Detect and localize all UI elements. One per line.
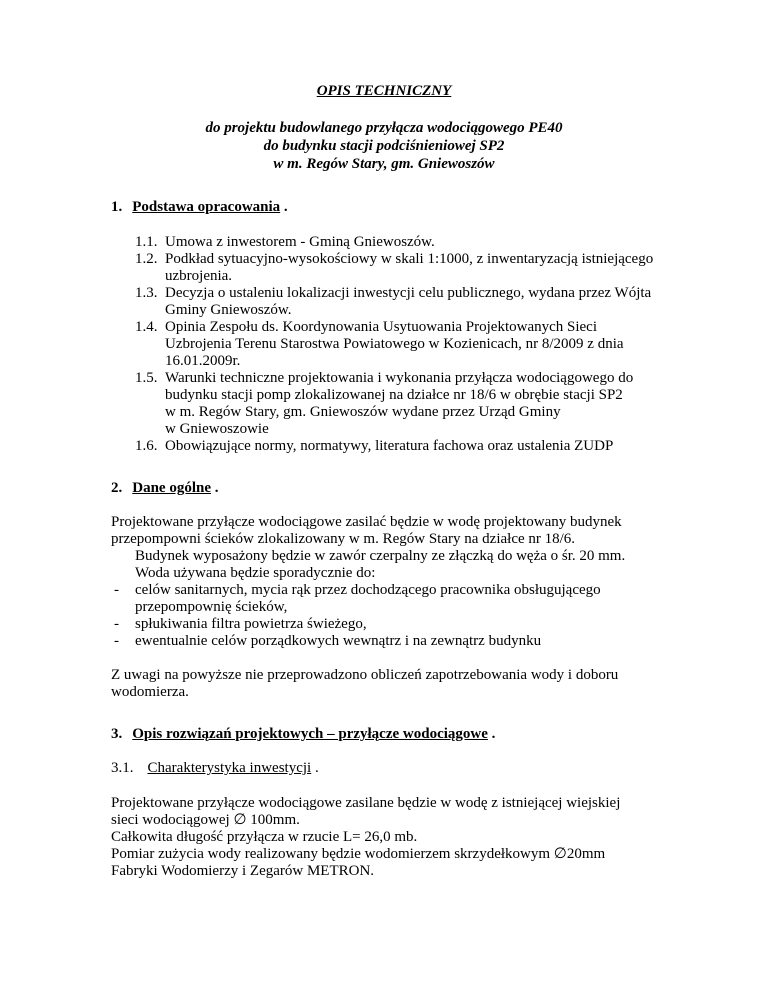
list-item-1-2-line: uzbrojenia. — [165, 268, 233, 284]
subtitle-line-3: w m. Regów Stary, gm. Gniewoszów — [273, 156, 495, 172]
list-item-1-3-num: 1.3. — [135, 285, 158, 301]
paragraph-line: sieci wodociągowej ∅ 100mm. — [111, 812, 300, 828]
bullet-dash: - — [114, 633, 119, 649]
subsection-3-1-number: 3.1. — [111, 760, 134, 776]
subtitle-line-1: do projektu budowlanego przyłącza wodociągowego PE40 — [205, 120, 563, 136]
list-item-1-4-num: 1.4. — [135, 319, 158, 335]
section-3-heading: 3. Opis rozwiązań projektowych – przyłącze wodociągowe . — [111, 726, 496, 742]
paragraph-line: Budynek wyposażony będzie w zawór czerpalny ze złączką do węża o śr. 20 mm. — [135, 548, 626, 564]
list-item-1-5-num: 1.5. — [135, 370, 158, 386]
section-3-title: Opis rozwiązań projektowych – przyłącze wodociągowe — [132, 726, 488, 742]
section-2-title: Dane ogólne — [132, 480, 211, 496]
paragraph-line: Całkowita długość przyłącza w rzucie L= 26,0 mb. — [111, 829, 418, 845]
section-2-heading: 2. Dane ogólne . — [111, 480, 219, 496]
list-item-1-3-line: Gminy Gniewoszów. — [165, 302, 292, 318]
list-item-1-6-num: 1.6. — [135, 438, 158, 454]
bullet-line: przepompownię ścieków, — [135, 599, 288, 615]
section-1-heading: 1. Podstawa opracowania . — [111, 199, 288, 215]
paragraph-line: wodomierza. — [111, 684, 189, 700]
section-3-number: 3. — [111, 726, 123, 742]
paragraph-line: Projektowane przyłącze wodociągowe zasilać będzie w wodę projektowany budynek — [111, 514, 622, 530]
subsection-3-1-heading: 3.1. Charakterystyka inwestycji . — [111, 760, 319, 776]
list-item-1-4-line: Opinia Zespołu ds. Koordynowania Usytuowania Projektowanych Sieci — [165, 319, 598, 335]
bullet-dash: - — [114, 616, 119, 632]
list-item-1-2-line: Podkład sytuacyjno-wysokościowy w skali 1:1000, z inwentaryzacją istniejącego — [165, 251, 654, 267]
paragraph-line: Projektowane przyłącze wodociągowe zasilane będzie w wodę z istniejącej wiejskiej — [111, 795, 621, 811]
bullet-line: celów sanitarnych, mycia rąk przez dochodzącego pracownika obsługującego — [135, 582, 601, 598]
list-item-1-5-line: w m. Regów Stary, gm. Gniewoszów wydane przez Urząd Gminy — [165, 404, 561, 420]
paragraph-line: Fabryki Wodomierzy i Zegarów METRON. — [111, 863, 375, 879]
list-item-1-1-num: 1.1. — [135, 234, 158, 250]
subsection-3-1-title: Charakterystyka inwestycji — [147, 760, 312, 776]
bullet-line: spłukiwania filtra powietrza świeżego, — [135, 616, 367, 632]
list-item-1-3-line: Decyzja o ustaleniu lokalizacji inwestycji celu publicznego, wydana przez Wójta — [165, 285, 652, 301]
bullet-line: ewentualnie celów porządkowych wewnątrz i na zewnątrz budynku — [135, 633, 542, 649]
list-item-1-1-line: Umowa z inwestorem - Gminą Gniewoszów. — [165, 234, 435, 250]
paragraph-line: Pomiar zużycia wody realizowany będzie wodomierzem skrzydełkowym ∅20mm — [111, 846, 606, 862]
section-1-title: Podstawa opracowania — [132, 199, 281, 215]
document-title: OPIS TECHNICZNY — [316, 83, 452, 99]
paragraph-line: Z uwagi na powyższe nie przeprowadzono obliczeń zapotrzebowania wody i doboru — [111, 667, 619, 683]
list-item-1-5-line: Warunki techniczne projektowania i wykonania przyłącza wodociągowego do — [165, 370, 634, 386]
bullet-dash: - — [114, 582, 119, 598]
paragraph-line: przepompowni ścieków zlokalizowany w m. Regów Stary na działce nr 18/6. — [111, 531, 576, 547]
section-2-number: 2. — [111, 480, 123, 496]
paragraph-line: Woda używana będzie sporadycznie do: — [135, 565, 376, 581]
list-item-1-4-line: Uzbrojenia Terenu Starostwa Powiatowego w Kozienicach, nr 8/2009 z dnia — [165, 336, 624, 352]
list-item-1-6-line: Obowiązujące normy, normatywy, literatura fachowa oraz ustalenia ZUDP — [165, 438, 614, 454]
list-item-1-2-num: 1.2. — [135, 251, 158, 267]
subtitle-line-2: do budynku stacji podciśnieniowej SP2 — [263, 138, 505, 154]
list-item-1-5-line: w Gniewoszowie — [165, 421, 269, 437]
list-item-1-4-line: 16.01.2009r. — [165, 353, 241, 369]
list-item-1-5-line: budynku stacji pomp zlokalizowanej na działce nr 18/6 w obrębie stacji SP2 — [165, 387, 623, 403]
section-1-number: 1. — [111, 199, 123, 215]
